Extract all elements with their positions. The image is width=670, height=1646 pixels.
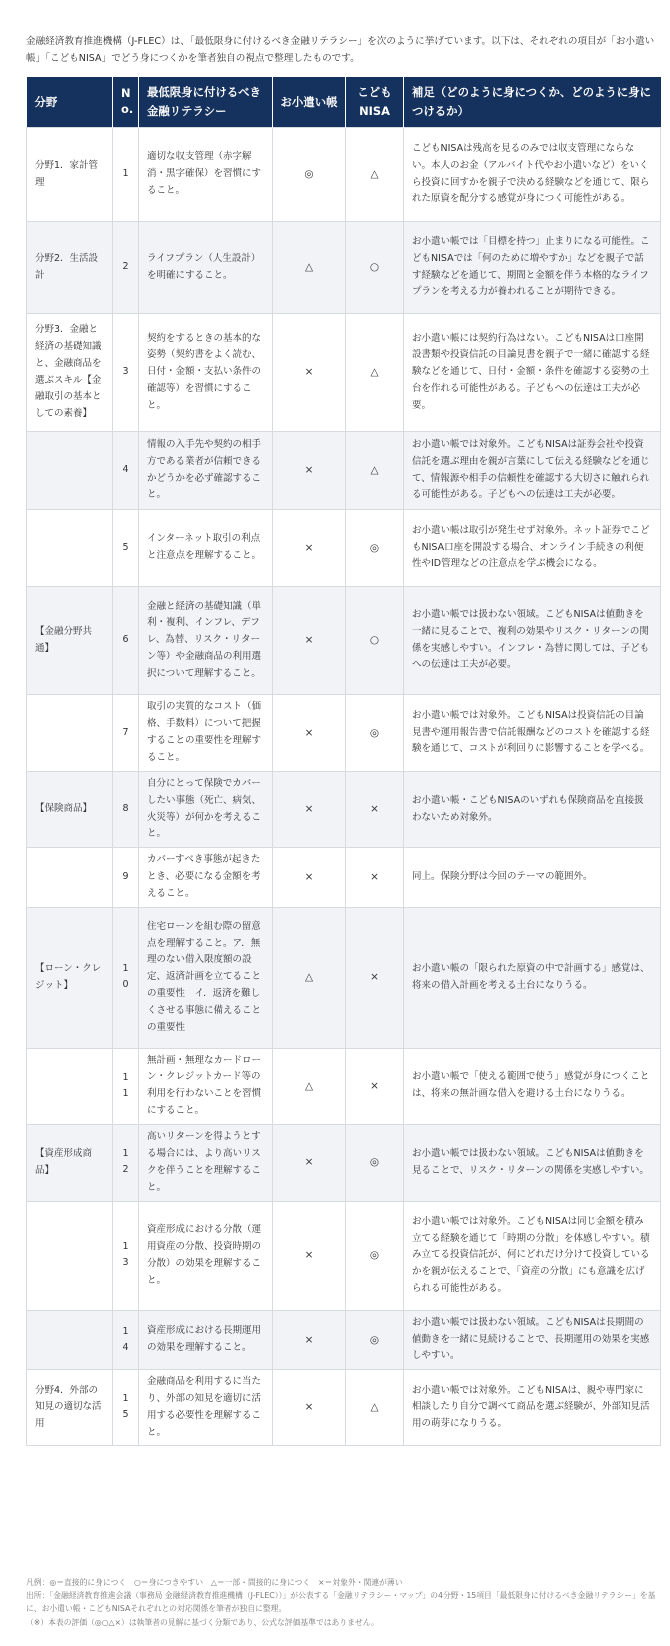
source-note: 出所：「金融経済教育推進会議（事務局 金融経済教育推進機構（J-FLEC））」が公表する「金融リテラシー・マップ」の4分野・15項目「最低限身に付けるべき金融リテラシー」を基に、お小遣い帳・こどもNISAそれぞれとの対応関係を筆者が独自に整理。	[26, 1591, 656, 1614]
cell-allowance-rating: ◎	[273, 128, 346, 222]
table-row	[27, 1201, 661, 1310]
cell-note: お小遣い帳では対象外。こどもNISAは同じ金額を積み立てる経験を通じて「時期の分散」を体感しやすい。積み立てる投資信託が、何にどれだけ分けて投資しているかを親が伝えることで、「資産の分散」にも意識を広げられる可能性がある。	[404, 1201, 661, 1310]
cell-nisa-rating: ○	[346, 587, 404, 695]
cell-literacy: 住宅ローンを組む際の留意点を理解すること。ア．無理のない借入限度額の設定、返済計画を立てることの重要性 イ．返済を難しくさせる事態に備えることの重要性	[139, 907, 273, 1048]
cell-nisa-rating: ×	[346, 1048, 404, 1124]
cell-literacy: 高いリターンを得ようとする場合には、より高いリスクを伴うことを理解すること。	[139, 1124, 273, 1201]
table-row	[27, 587, 661, 695]
header-nisa: こどもNISA	[346, 77, 404, 128]
cell-literacy: ライフプラン（人生設計）を明確にすること。	[139, 222, 273, 314]
table-body	[27, 128, 661, 1446]
cell-note: こどもNISAは残高を見るのみでは収支管理にならない。本人のお金（アルバイト代やお小遣いなど）をいくら投資に回すかを親子で決める経験などを通じて、限られた原資を配分する感覚が身につく可能性がある。	[404, 128, 661, 222]
cell-literacy: 金融と経済の基礎知識（単利・複利、インフレ、デフレ、為替、リスク・リターン等）や金融商品の利用選択について理解すること。	[139, 587, 273, 695]
table-row	[27, 1370, 661, 1446]
cell-allowance-rating: ×	[273, 432, 346, 510]
cell-literacy: 適切な収支管理（赤字解消・黒字確保）を習慣にすること。	[139, 128, 273, 222]
cell-nisa-rating: ○	[346, 222, 404, 314]
cell-nisa-rating: ×	[346, 772, 404, 848]
table-row	[27, 772, 661, 848]
cell-field: 分野3．金融と経済の基礎知識と、金融商品を選ぶスキル【金融取引の基本としての素養】	[27, 314, 113, 432]
header-note: 補足（どのように身につくか、どのように身につけるか）	[404, 77, 661, 128]
cell-nisa-rating: △	[346, 314, 404, 432]
cell-nisa-rating: ◎	[346, 1310, 404, 1369]
cell-nisa-rating: △	[346, 1370, 404, 1446]
cell-note: お小遣い帳の「限られた原資の中で計画する」感覚は、将来の借入計画を考える土台になりうる。	[404, 907, 661, 1048]
table-row	[27, 128, 661, 222]
cell-allowance-rating: ×	[273, 314, 346, 432]
cell-no: 6	[113, 587, 139, 695]
table-footer	[26, 1576, 656, 1629]
cell-no: 13	[113, 1201, 139, 1310]
cell-literacy: カバーすべき事態が起きたとき、必要になる金額を考えること。	[139, 848, 273, 907]
cell-literacy: 資産形成における長期運用の効果を理解すること。	[139, 1310, 273, 1369]
cell-literacy: 取引の実質的なコスト（価格、手数料）について把握することの重要性を理解すること。	[139, 695, 273, 772]
cell-no: 14	[113, 1310, 139, 1369]
cell-nisa-rating: △	[346, 432, 404, 510]
table-row	[27, 1048, 661, 1124]
cell-allowance-rating: △	[273, 907, 346, 1048]
cell-literacy: インターネット取引の利点と注意点を理解すること。	[139, 510, 273, 587]
cell-field: 【資産形成商品】	[27, 1124, 113, 1201]
cell-nisa-rating: ◎	[346, 695, 404, 772]
cell-note: お小遣い帳では対象外。こどもNISAは証券会社や投資信託を選ぶ理由を親が言葉にして伝える経験などを通じて、情報源や相手の信頼性を確認する大切さに触れられる可能性がある。子どもへの伝達は工夫が必要。	[404, 432, 661, 510]
cell-nisa-rating: ◎	[346, 1201, 404, 1310]
cell-literacy: 自分にとって保険でカバーしたい事態（死亡、病気、火災等）が何かを考えること。	[139, 772, 273, 848]
cell-note: お小遣い帳では扱わない領域。こどもNISAは値動きを一緒に見ることで、複利の効果やリスク・リターンの関係を実感しやすい。インフレ・為替に関しては、子どもへの伝達は工夫が必要。	[404, 587, 661, 695]
header-allowance: お小遣い帳	[273, 77, 346, 128]
cell-note: お小遣い帳では扱わない領域。こどもNISAは長期間の値動きを一緒に見続けることで、長期運用の効果を実感しやすい。	[404, 1310, 661, 1369]
cell-allowance-rating: ×	[273, 510, 346, 587]
cell-field: 分野4．外部の知見の適切な活用	[27, 1370, 113, 1446]
cell-allowance-rating: ×	[273, 1201, 346, 1310]
cell-field: 分野2．生活設計	[27, 222, 113, 314]
cell-no: 4	[113, 432, 139, 510]
legend-note: 凡例：◎＝直接的に身につく ○＝身につきやすい △＝一部・間接的に身につく ×＝対象外・関連が薄い	[26, 1578, 403, 1587]
cell-no: 10	[113, 907, 139, 1048]
cell-literacy: 無計画・無理なカードローン・クレジットカード等の利用を行わないことを習慣にすること。	[139, 1048, 273, 1124]
table-row	[27, 314, 661, 432]
cell-allowance-rating: △	[273, 222, 346, 314]
cell-allowance-rating: ×	[273, 695, 346, 772]
cell-allowance-rating: ×	[273, 1370, 346, 1446]
cell-no: 7	[113, 695, 139, 772]
cell-nisa-rating: △	[346, 128, 404, 222]
literacy-table	[26, 77, 661, 1446]
cell-note: お小遣い帳では「目標を持つ」止まりになる可能性。こどもNISAでは「何のために増やすか」などを親子で話す経験などを通じて、期間と金額を伴う本格的なライフプランを考える力が養われることが期待できる。	[404, 222, 661, 314]
cell-field: 【保険商品】	[27, 772, 113, 848]
cell-literacy: 資産形成における分散（運用資産の分散、投資時期の分散）の効果を理解すること。	[139, 1201, 273, 1310]
cell-no: 15	[113, 1370, 139, 1446]
cell-allowance-rating: ×	[273, 772, 346, 848]
cell-field	[27, 432, 113, 510]
intro-paragraph: 金融経済教育推進機構（J-FLEC）は、「最低限身に付けるべき金融リテラシー」を次のように挙げています。以下は、それぞれの項目が「お小遣い帳」「こどもNISA」でどう身につくかを筆者独自の視点で整理したものです。	[26, 36, 655, 64]
table-row	[27, 432, 661, 510]
cell-note: 同上。保険分野は今回のテーマの範囲外。	[404, 848, 661, 907]
table-row	[27, 1124, 661, 1201]
cell-allowance-rating: △	[273, 1048, 346, 1124]
header-field: 分野	[27, 77, 113, 128]
cell-note: お小遣い帳では対象外。こどもNISAは、親や専門家に相談したり自分で調べて商品を選ぶ経験が、外部知見活用の萌芽になりうる。	[404, 1370, 661, 1446]
table-row	[27, 1310, 661, 1369]
cell-nisa-rating: ◎	[346, 510, 404, 587]
table-row	[27, 510, 661, 587]
cell-field	[27, 1201, 113, 1310]
cell-no: 5	[113, 510, 139, 587]
cell-field	[27, 848, 113, 907]
cell-note: お小遣い帳は取引が発生せず対象外。ネット証券でこどもNISA口座を開設する場合、オンライン手続きの利便性やID管理などの注意点を学ぶ機会になる。	[404, 510, 661, 587]
cell-no: 9	[113, 848, 139, 907]
cell-no: 11	[113, 1048, 139, 1124]
table-row	[27, 222, 661, 314]
cell-note: お小遣い帳・こどもNISAのいずれも保険商品を直接扱わないため対象外。	[404, 772, 661, 848]
cell-nisa-rating: ×	[346, 907, 404, 1048]
cell-allowance-rating: ×	[273, 1124, 346, 1201]
cell-field	[27, 1310, 113, 1369]
header-no: No.	[113, 77, 139, 128]
cell-field	[27, 695, 113, 772]
cell-no: 1	[113, 128, 139, 222]
table-row	[27, 848, 661, 907]
table-row	[27, 695, 661, 772]
cell-note: お小遣い帳では対象外。こどもNISAは投資信託の目論見書や運用報告書で信託報酬などのコストを確認する経験を通じて、コストが利回りに影響することを学べる。	[404, 695, 661, 772]
cell-field: 【ローン・クレジット】	[27, 907, 113, 1048]
header-literacy: 最低限身に付けるべき金融リテラシー	[139, 77, 273, 128]
cell-nisa-rating: ◎	[346, 1124, 404, 1201]
cell-field	[27, 510, 113, 587]
cell-field	[27, 1048, 113, 1124]
cell-allowance-rating: ×	[273, 1310, 346, 1369]
cell-field: 分野1．家計管理	[27, 128, 113, 222]
cell-note: お小遣い帳には契約行為はない。こどもNISAは口座開設書類や投資信託の目論見書を親子で一緒に確認する経験などを通じて、日付・金額・条件を確認する姿勢の土台を作れる可能性がある。子どもへの伝達は工夫が必要。	[404, 314, 661, 432]
table-header-row	[27, 77, 661, 128]
cell-allowance-rating: ×	[273, 587, 346, 695]
cell-nisa-rating: ×	[346, 848, 404, 907]
cell-literacy: 契約をするときの基本的な姿勢（契約書をよく読む、日付・金額・支払い条件の確認等）を習慣にすること。	[139, 314, 273, 432]
cell-no: 8	[113, 772, 139, 848]
cell-literacy: 金融商品を利用するに当たり、外部の知見を適切に活用する必要性を理解すること。	[139, 1370, 273, 1446]
cell-note: お小遣い帳では扱わない領域。こどもNISAは値動きを見ることで、リスク・リターンの関係を実感しやすい。	[404, 1124, 661, 1201]
cell-literacy: 情報の入手先や契約の相手方である業者が信頼できるかどうかを必ず確認すること。	[139, 432, 273, 510]
cell-no: 12	[113, 1124, 139, 1201]
cell-allowance-rating: ×	[273, 848, 346, 907]
disclaimer-note: （※）本表の評価（◎○△×）は執筆者の見解に基づく分類であり、公式な評価基準ではありません。	[26, 1617, 379, 1627]
cell-note: お小遣い帳で「使える範囲で使う」感覚が身につくことは、将来の無計画な借入を避ける土台になりうる。	[404, 1048, 661, 1124]
cell-field: 【金融分野共通】	[27, 587, 113, 695]
table-row	[27, 907, 661, 1048]
cell-no: 3	[113, 314, 139, 432]
cell-no: 2	[113, 222, 139, 314]
